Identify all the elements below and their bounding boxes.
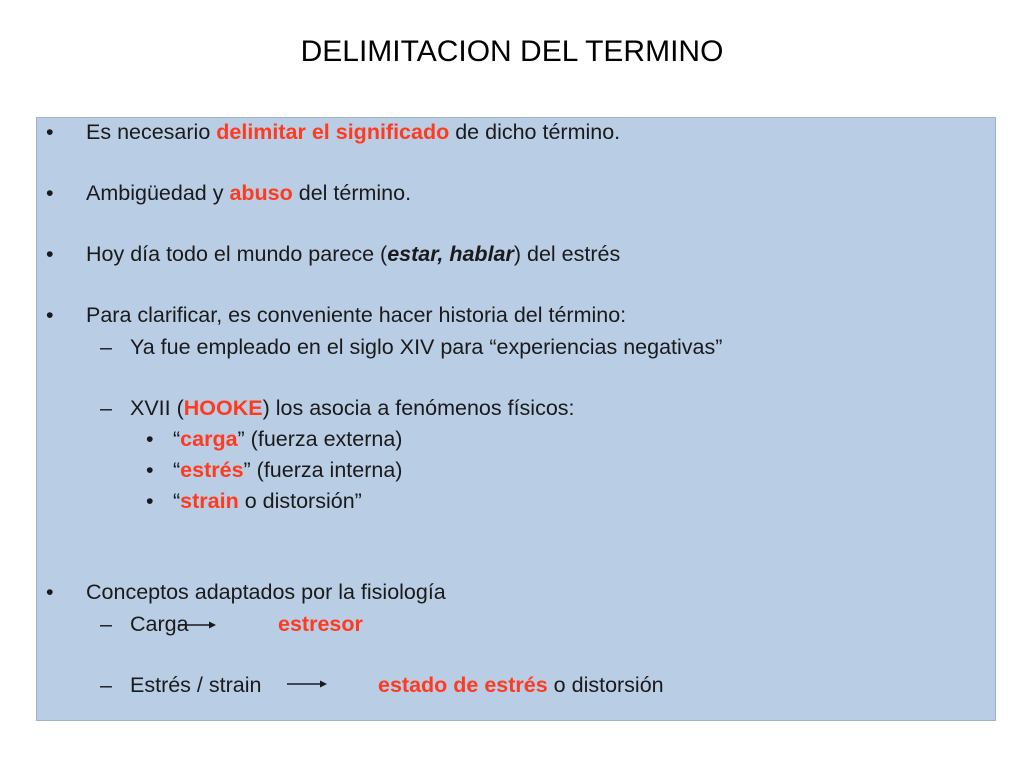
text-segment: o distorsión: [547, 673, 664, 697]
dash-marker: –: [100, 612, 112, 636]
bullet-necesario-delimitar: [86, 117, 620, 147]
bullet-hoy-dia: [86, 239, 620, 269]
subsubitem-strain: [173, 486, 362, 516]
dash-marker: –: [100, 673, 112, 697]
sub-bullet-marker: •: [146, 427, 154, 451]
text-segment: Ambigüedad y: [86, 181, 230, 205]
text-segment: Hoy día todo el mundo parece (: [86, 242, 388, 266]
subitem-hooke: [130, 393, 575, 423]
highlight-hooke: HOOKE: [183, 396, 263, 420]
sub-bullet-marker: •: [146, 458, 154, 482]
bullet-marker: •: [46, 303, 54, 327]
bullet-marker: •: [46, 120, 54, 144]
text-segment: ” (fuerza interna): [243, 458, 403, 482]
highlight-strain: strain: [180, 489, 239, 513]
subsubitem-estres: [173, 455, 402, 485]
highlight-carga: carga: [180, 427, 238, 451]
text-segment: ) del estrés: [513, 242, 621, 266]
highlight-estado-de-estres: estado de estrés: [378, 673, 548, 697]
subsubitem-carga: [173, 424, 402, 454]
subitem-estres-strain-label: Estrés / strain: [130, 673, 262, 697]
subitem-carga-label: Carga: [130, 612, 189, 636]
text-segment: ” (fuerza externa): [237, 427, 403, 451]
text-segment: o distorsión”: [238, 489, 362, 513]
text-segment: XVII (: [130, 396, 184, 420]
sub-bullet-marker: •: [146, 489, 154, 513]
dash-marker: –: [100, 335, 112, 359]
highlight-delimitar-significado: delimitar el significado: [216, 120, 450, 144]
bullet-conceptos-fisiologia: Conceptos adaptados por la fisiología: [86, 580, 446, 604]
highlight-estres: estrés: [180, 458, 244, 482]
slide-title: DELIMITACION DEL TERMINO: [300, 35, 724, 68]
subitem-estado-de-estres: [378, 670, 664, 700]
bullet-ambiguedad-abuso: [86, 178, 411, 208]
bullet-marker: •: [46, 242, 54, 266]
text-segment: ) los asocia a fenómenos físicos:: [262, 396, 575, 420]
right-arrow-icon: [178, 618, 218, 632]
bullet-marker: •: [46, 181, 54, 205]
highlight-abuso: abuso: [229, 181, 293, 205]
bullet-para-clarificar: Para clarificar, es conveniente hacer historia del término:: [86, 303, 627, 327]
highlight-estresor: estresor: [278, 612, 363, 636]
subitem-siglo-xiv: Ya fue empleado en el siglo XIV para “experiencias negativas”: [130, 335, 723, 359]
emphasis-estar-hablar: estar, hablar: [387, 242, 514, 266]
text-segment: “: [173, 458, 181, 482]
text-segment: Es necesario: [86, 120, 217, 144]
dash-marker: –: [100, 396, 112, 420]
text-segment: del término.: [292, 181, 412, 205]
bullet-marker: •: [46, 580, 54, 604]
right-arrow-icon: [287, 677, 331, 691]
text-segment: “: [173, 427, 181, 451]
text-segment: “: [173, 489, 181, 513]
text-segment: de dicho término.: [449, 120, 621, 144]
